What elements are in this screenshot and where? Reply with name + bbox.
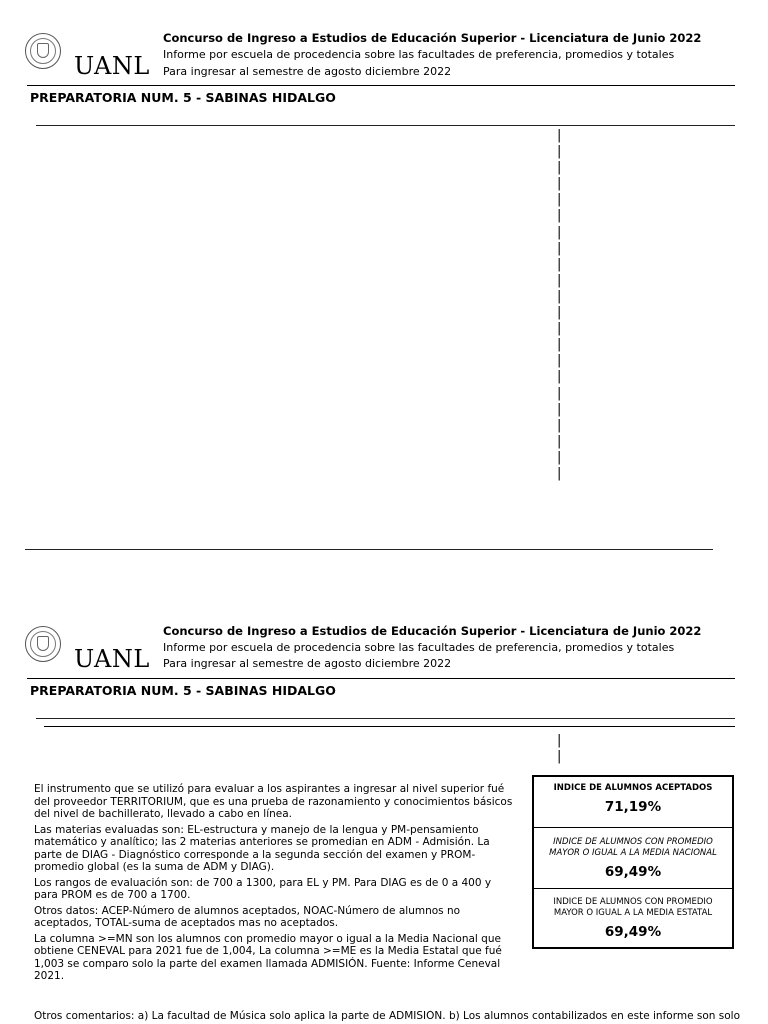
uanl-seal-logo — [25, 626, 65, 666]
paragraph-ranges: Los rangos de evaluación son: de 700 a 1300, para EL y PM. Para DIAG es de 0 a 400 y para PROM es de 700 a 1700. — [34, 876, 492, 901]
paragraph-instrument: El instrumento que se utilizó para evaluar a los aspirantes a ingresar al nivel superior fué del proveedor TERRITORIUM, que es una prueba de razonamiento y conocimientos básicos del nivel de bachillerato, llevado a cabo en línea. — [34, 783, 513, 820]
uanl-seal-logo — [25, 33, 65, 73]
table-top-rule — [36, 125, 735, 126]
table-top-rule — [36, 718, 735, 719]
report-subtitle-2: Para ingresar al semestre de agosto diciembre 2022 — [163, 65, 452, 78]
report-title: Concurso de Ingreso a Estudios de Educación Superior - Licenciatura de Junio 2022 — [163, 624, 702, 638]
box-separator — [534, 888, 732, 889]
paragraph-mean-columns: La columna >=MN son los alumnos con promedio mayor o igual a la Media Nacional que obtiene CENEVAL para 2021 fue de 1,004, La columna >=ME es la Media Estatal que fué 1,003 se comparo solo la parte del examen llamada ADMISIÓN. Fuente: Informe Ceneval 2021. — [34, 932, 502, 982]
report-subtitle: Informe por escuela de procedencia sobre las facultades de preferencia, promedios y totales — [163, 641, 675, 654]
report-subtitle: Informe por escuela de procedencia sobre las facultades de preferencia, promedios y totales — [163, 48, 675, 61]
comments-text: Otros comentarios: a) La facultad de Música solo aplica la parte de ADMISIÓN. b) Los alumnos contabilizados en este informe son solo — [34, 1010, 740, 1022]
accepted-index-label: INDICE DE ALUMNOS ACEPTADOS — [553, 783, 713, 793]
paragraph-other-data: Otros datos: ACEP-Número de alumnos aceptados, NOAC-Número de alumnos no aceptados, TOTAL-suma de aceptados mas no aceptados. — [34, 904, 461, 929]
school-name: PREPARATORIA NUM. 5 - SABINAS HIDALGO — [30, 90, 336, 105]
national-mean-index-value: 69,49% — [604, 864, 662, 880]
uanl-logo-text: UANL — [74, 645, 150, 673]
header-rule — [27, 85, 735, 86]
school-name: PREPARATORIA NUM. 5 - SABINAS HIDALGO — [30, 683, 336, 698]
state-mean-index-value: 69,49% — [604, 924, 662, 940]
header-rule — [27, 678, 735, 679]
accepted-index-value: 71,19% — [604, 799, 662, 815]
paragraph-subjects: Las materias evaluadas son: EL-estructura y manejo de la lengua y PM-pensamiento matemático y analítico; las 2 materias anteriores se promedian en ADM - Admisión. La parte de DIAG - Diagnóstico corresponde a la segunda sección del examen y PROM-promedio global (es la suma de ADM y DIAG). — [34, 823, 490, 873]
uanl-logo-text: UANL — [74, 52, 150, 80]
column-divider-marks: | | | | | | | | | | | | | | | | | | | | | | — [557, 128, 562, 481]
column-divider-marks: | | — [557, 733, 562, 765]
table-second-rule — [44, 726, 735, 727]
box-separator — [534, 827, 732, 828]
indices-summary-box — [532, 775, 734, 949]
report-subtitle-2: Para ingresar al semestre de agosto diciembre 2022 — [163, 657, 452, 670]
page-bottom-rule — [25, 549, 713, 550]
report-title: Concurso de Ingreso a Estudios de Educación Superior - Licenciatura de Junio 2022 — [163, 31, 702, 45]
national-mean-index-label: INDICE DE ALUMNOS CON PROMEDIO MAYOR O IGUAL A LA MEDIA NACIONAL — [549, 837, 717, 858]
explanation-text — [34, 783, 514, 986]
state-mean-index-label: INDICE DE ALUMNOS CON PROMEDIO MAYOR O IGUAL A LA MEDIA ESTATAL — [553, 897, 713, 918]
